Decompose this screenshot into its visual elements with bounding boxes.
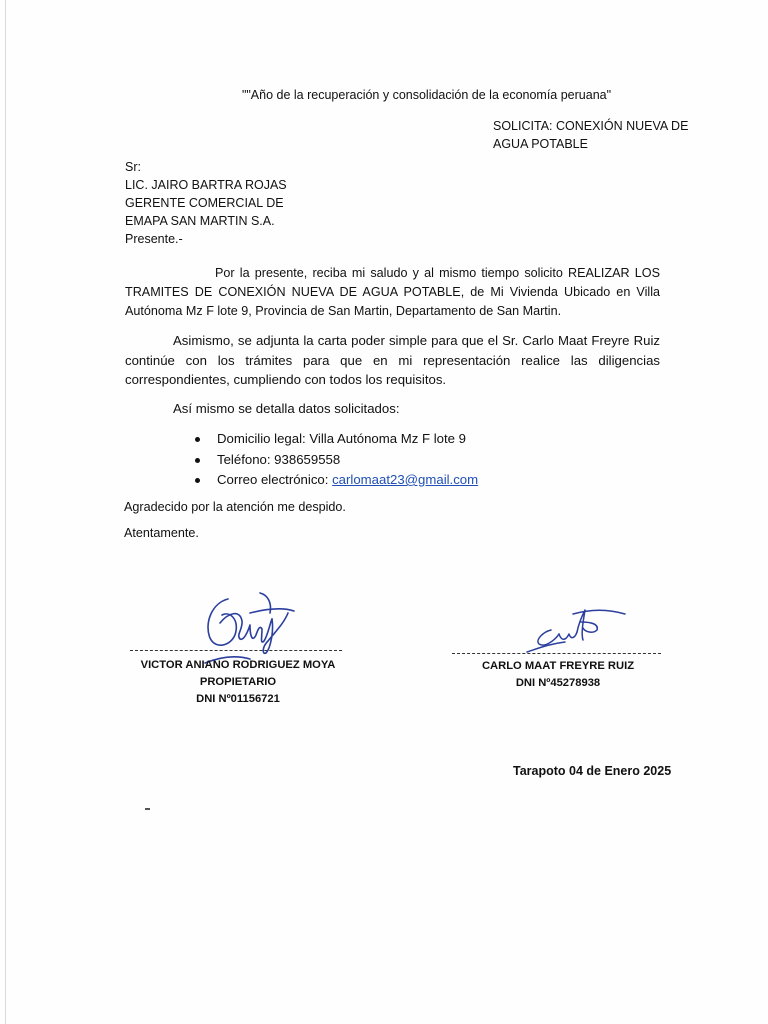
stray-mark [145,808,150,810]
addressee-block [125,158,287,248]
page-edge [5,0,6,1024]
details-list [190,429,478,491]
representative-signature-image [525,600,635,655]
salutation: Sr: [125,160,141,174]
closing-line: Atentamente. [124,526,199,540]
presente-line: Presente.- [125,232,183,246]
list-item [190,450,478,471]
owner-signature-block [128,657,348,708]
paragraph-representation-text: Asimismo, se adjunta la carta poder simple para que el Sr. Carlo Maat Freyre Ruiz continúe con los trámites para que en mi representación realice las diligencias correspondientes, cumpliendo con todos los requisitos. [125,333,660,387]
detail-correo-label: Correo electrónico: [217,472,333,487]
paragraph-request-text: Por la presente, reciba mi saludo y al mismo tiempo solicito REALIZAR LOS TRAMITES DE CONEXIÓN NUEVA DE AGUA POTABLE, de Mi Vivienda Ubicado en Villa Autónoma Mz F lote 9, Provincia de San Martin, Departamento de San Martin. [125,266,660,318]
subject-line: SOLICITA: CONEXIÓN NUEVA DE AGUA POTABLE [493,119,689,151]
owner-dni: DNI Nº01156721 [196,693,280,705]
paragraph-request [125,264,660,321]
addressee-company: EMAPA SAN MARTIN S.A. [125,214,275,228]
bullet-icon [195,437,200,442]
owner-name: VICTOR ANIANO RODRIGUEZ MOYA [140,659,336,671]
owner-signature-line [130,650,342,651]
place-date: Tarapoto 04 de Enero 2025 [513,764,672,778]
detail-telefono: Teléfono: 938659558 [217,451,341,467]
detail-domicilio: Domicilio legal: Villa Autónoma Mz F lote 9 [217,431,466,446]
list-item [190,470,478,491]
details-intro: Así mismo se detalla datos solicitados: [173,401,400,416]
representative-signature-block [453,658,663,692]
owner-role: PROPIETARIO [199,676,277,688]
year-motto: ""Año de la recuperación y consolidación de la economía peruana" [241,88,612,102]
bullet-icon [195,478,200,483]
representative-name: CARLO MAAT FREYRE RUIZ [481,660,635,672]
list-item [190,429,478,450]
addressee-name: LIC. JAIRO BARTRA ROJAS [125,178,287,192]
email-link[interactable]: carlomaat23@gmail.com [332,472,479,487]
bullet-icon [195,458,200,463]
paragraph-representation [125,331,660,390]
thanks-line: Agradecido por la atención me despido. [124,500,346,514]
representative-signature-line [452,653,661,654]
addressee-position: GERENTE COMERCIAL DE [125,196,284,210]
representative-dni: DNI Nº45278938 [515,677,601,689]
